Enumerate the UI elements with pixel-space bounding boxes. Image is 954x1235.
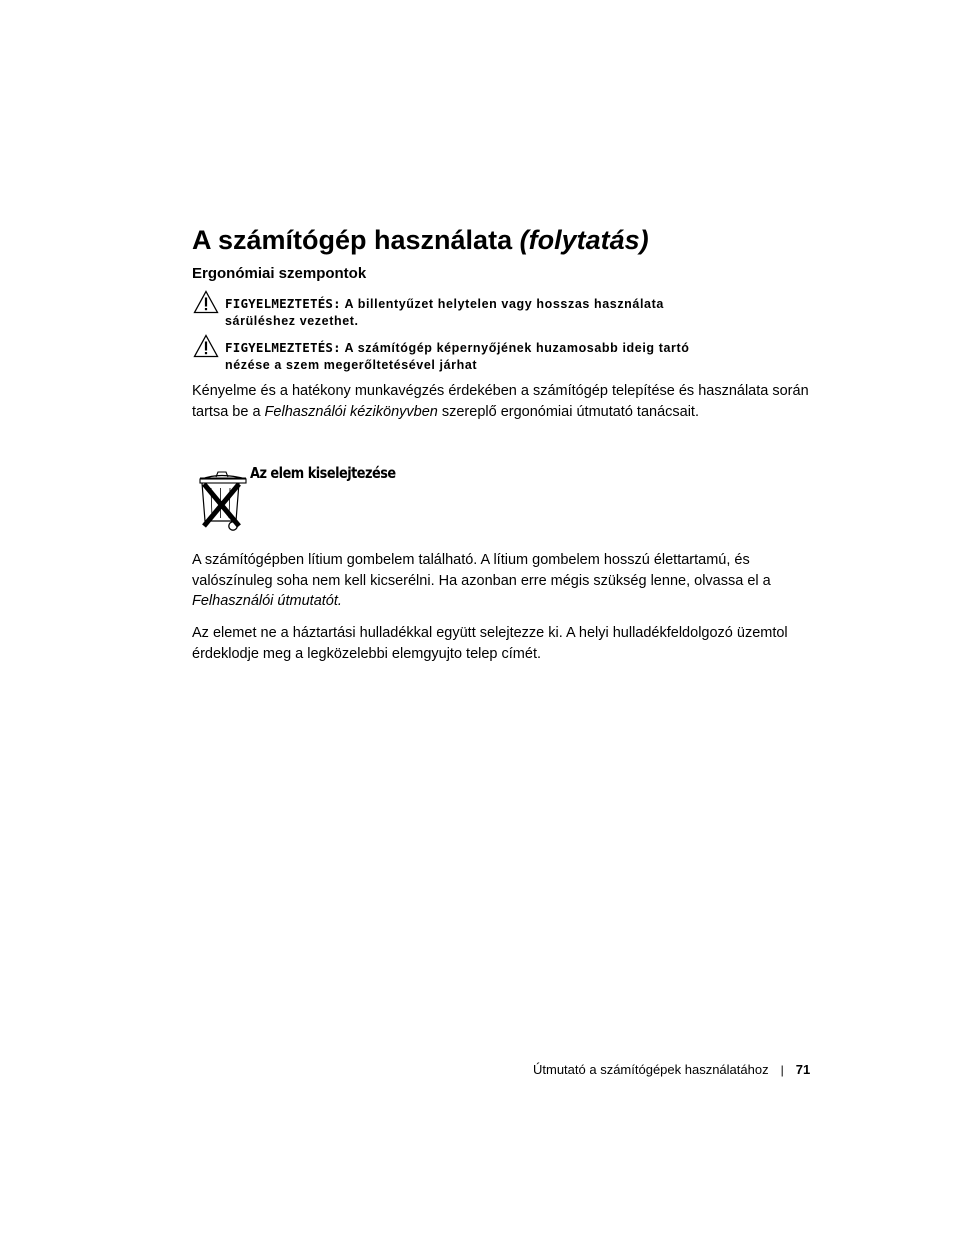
battery-recycling-paragraph: Az elemet ne a háztartási hulladékkal együtt selejtezze ki. A helyi hulladékfeldolgozó üzemtol érdeklodje meg a legközelebbi elemgyujto telep címét. [192,625,788,662]
warning-keyboard [225,295,785,330]
footer-separator: | [780,1063,784,1077]
paragraph-text: szereplő ergonómiai útmutató tanácsait. [437,403,699,420]
paragraph-text: A számítógépben lítium gombelem található. A lítium gombelem hosszú élettartamú, és valószínuleg soha nem kell kicserélni. Ha azonban erre mégis szükség lenne, olvassa el a [192,552,771,589]
page-footer [533,1061,810,1079]
battery-paragraph [192,550,812,612]
paragraph-text: Kényelme és a hatékony munkavégzés érdekében a számítógép telepítése és használata során tartsa be a [192,383,809,420]
ergonomics-heading: Ergonómiai szempontok [192,265,367,282]
warning-text-continued: sárüléshez vezethet. [225,314,359,328]
warning-triangle-icon [193,334,219,358]
page-number: 71 [795,1062,811,1077]
warning-label: FIGYELMEZTETÉS: [225,340,341,355]
warning-label: FIGYELMEZTETÉS: [225,296,341,311]
user-guide-reference: Felhasználói kézikönyvben [264,403,438,420]
footer-title: Útmutató a számítógépek használatához [533,1062,769,1077]
warning-text: A számítógép képernyőjének huzamosabb ideig tartó [340,341,690,355]
warning-screen [225,339,785,374]
page-title-continued: (folytatás) [519,225,649,255]
crossed-out-bin-icon [194,468,248,534]
warning-text: A billentyűzet helytelen vagy hosszas használata [340,297,664,311]
battery-disposal-heading: Az elem kiselejtezése [250,464,396,482]
warning-triangle-icon [193,290,219,314]
page-title-main: A számítógép használata [192,225,520,255]
page-title [192,222,649,258]
warning-text-continued: nézése a szem megerőltetésével járhat [225,358,478,372]
user-guide-reference: Felhasználói útmutatót. [192,593,342,609]
ergonomics-paragraph [192,381,812,422]
